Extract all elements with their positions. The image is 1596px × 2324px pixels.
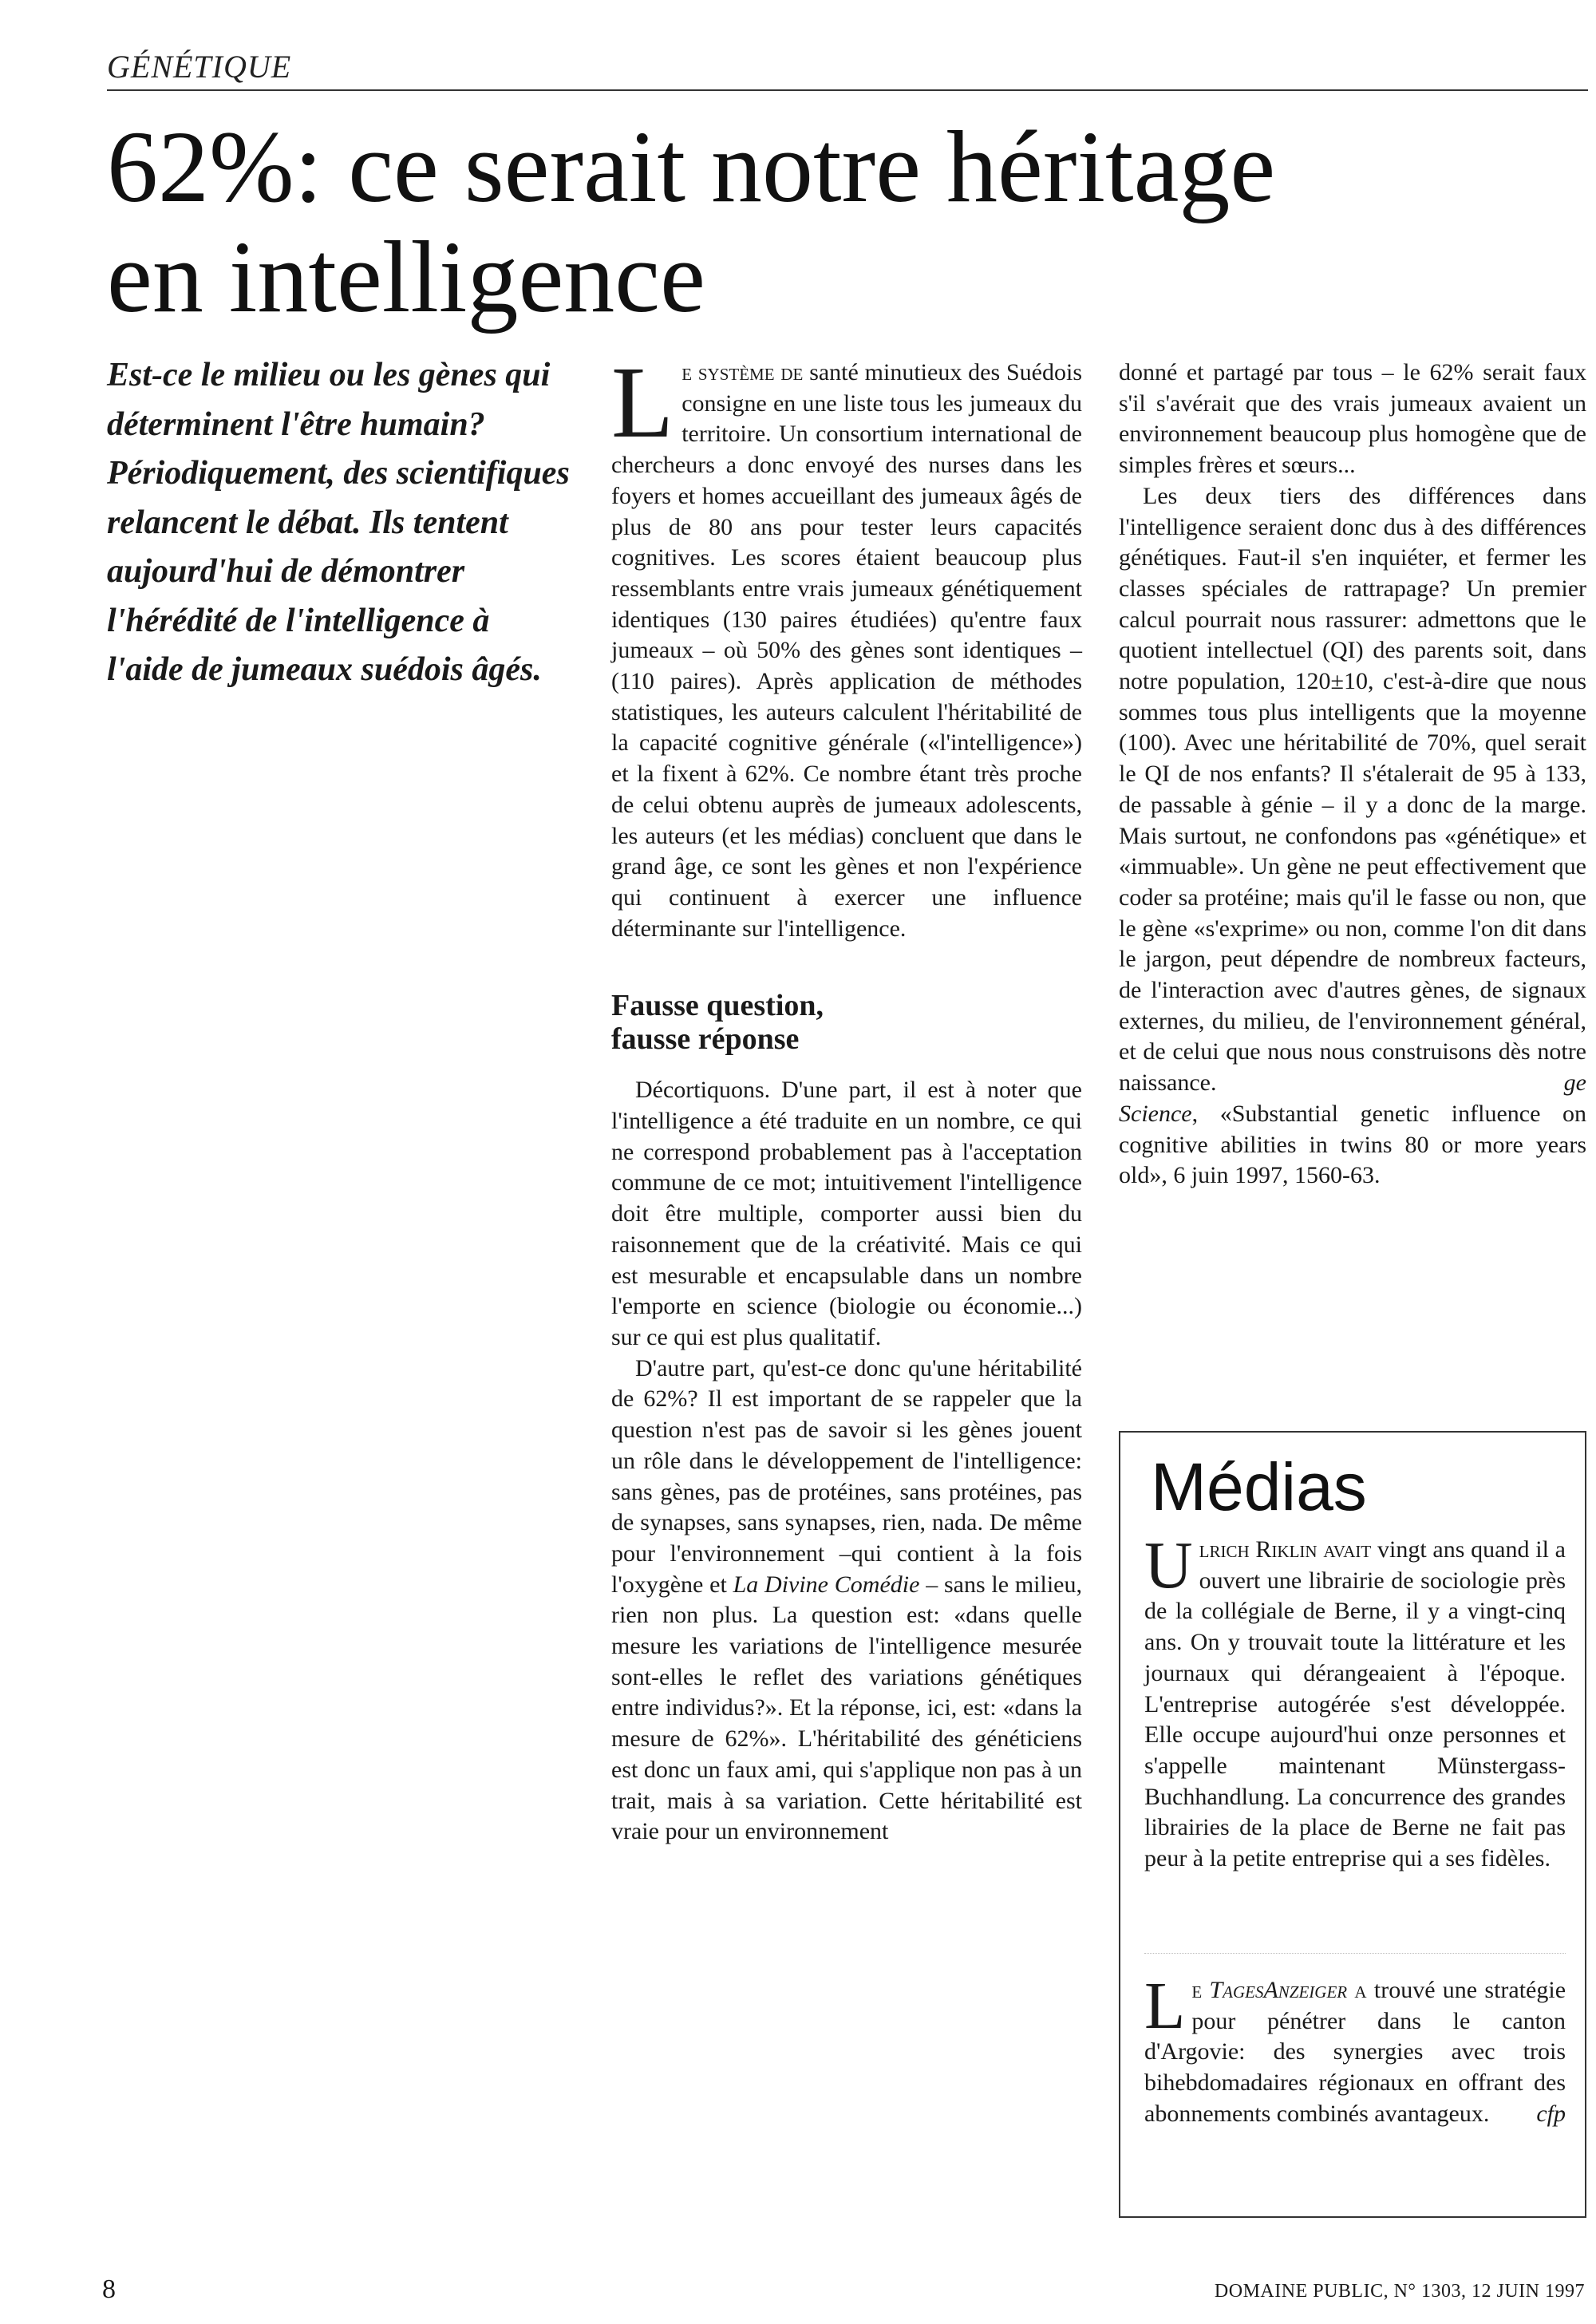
- medias-item-2-smallcaps-post: a: [1354, 1977, 1367, 2003]
- article-paragraph-5: [1119, 481, 1586, 1099]
- article-headline: [107, 112, 1583, 332]
- article-paragraph-4: donné et partagé par tous – le 62% serait faux s'il s'avérait que des vrais jumeaux avaient un environnement beaucoup plus homogène que de simples frères et sœurs...: [1119, 359, 1586, 479]
- page-number: 8: [102, 2275, 116, 2304]
- medias-item-1-dropcap: U: [1144, 1528, 1193, 1603]
- headline-line-1: 62%: ce serait notre héritage: [107, 110, 1276, 223]
- article-paragraph-3-text-b: – sans le milieu, rien non plus. La question est: «dans quelle mesure les variations de l'intelligence mesurée sont-elles le reflet des variations génétiques entre individus?». Et la réponse, ici, est: «dans la mesure de 62%». L'héritabilité des généticiens est donc un faux ami, qui s'applique non pas à un trait, mais à sa variation. Cette héritabilité est vraie pour un environnement: [611, 1571, 1082, 1845]
- subheading-line-1: Fausse question,: [611, 989, 824, 1023]
- medias-separator: [1144, 1953, 1566, 1954]
- source-journal: Science: [1119, 1100, 1192, 1127]
- article-opening-smallcaps: e système de: [681, 359, 804, 385]
- medias-box: [1119, 1431, 1586, 2218]
- article-dropcap: L: [611, 346, 674, 459]
- medias-item-2-text: trouvé une stratégie pour pénétrer dans le canton d'Argovie: des synergies avec trois bihebdomadaires régionaux en offrant des abonnements combinés avantageux.: [1144, 1977, 1566, 2127]
- subheading-line-2: fausse réponse: [611, 1022, 800, 1057]
- medias-item-2-smallcaps-pre: e: [1191, 1977, 1203, 2003]
- article-paragraph-1: [611, 346, 1082, 944]
- article-column-right: [1119, 358, 1586, 1192]
- medias-title: Médias: [1151, 1449, 1367, 1524]
- article-paragraph-2: Décortiquons. D'une part, il est à noter que l'intelligence a été traduite en un nombre, ce qui ne correspond probablement pas à l'acceptation commune de ce mot; intuitivement l'intelligence doit être multiple, comporter aussi bien du raisonnement que de la créativité. Mais ce qui est mesurable et encapsulable dans un nombre l'emporte en science (biologie ou économie...) sur ce qui est plus qualitatif.: [611, 1077, 1082, 1350]
- medias-item-1-smallcaps: lrich Riklin avait: [1199, 1536, 1372, 1563]
- medias-item-2-signature: cfp: [1536, 2100, 1566, 2127]
- rubric-rule: [107, 89, 1588, 91]
- medias-item-2-dropcap: L: [1144, 1969, 1186, 2043]
- medias-item-2-newspaper: TagesAnzeiger: [1209, 1977, 1348, 2003]
- divine-comedie-title: La Divine Comédie: [733, 1571, 920, 1598]
- medias-item-2: [1144, 1969, 1566, 2130]
- article-signature: ge: [1563, 1069, 1586, 1097]
- section-rubric: GÉNÉTIQUE: [107, 49, 292, 85]
- article-paragraph-1-text: santé minutieux des Suédois consigne en une liste tous les jumeaux du territoire. Un consortium international de chercheurs a donc envoyé des nurses dans les foyers et homes accueillant des jumeaux âgés de plus de 80 ans pour tester leurs capacités cognitives. Les scores étaient beaucoup plus ressemblants entre vrais jumeaux génétiquement identiques (130 paires étudiées) qu'entre faux jumeaux – où 50% des gènes sont identiques – (110 paires). Après application de méthodes statistiques, les auteurs calculent l'héritabilité de la capacité cognitive générale («l'intelligence») et la fixent à 62%. Ce nombre étant très proche de celui obtenu auprès de jumeaux adolescents, les auteurs (et les médias) concluent que dans le grand âge, ce sont les gènes et non l'expérience qui continuent à exercer une influence déterminante sur l'intelligence.: [611, 359, 1082, 942]
- article-source: [1119, 1099, 1586, 1192]
- medias-item-1-text: vingt ans quand il a ouvert une librairie de sociologie près de la collégiale de Berne, il y a vingt-cinq ans. On y trouvait toute la littérature et les journaux qui dérangeaient à l'époque. L'entreprise autogérée s'est développée. Elle occupe aujourd'hui onze personnes et s'appelle maintenant Münstergass-Buchhandlung. La concurrence des grandes librairies de la place de Berne ne fait pas peur à la petite entreprise qui a ses fidèles.: [1144, 1536, 1566, 1872]
- article-lead: Est-ce le milieu ou les gènes qui déterminent l'être humain? Périodiquement, des scientifiques relancent le débat. Ils tentent aujourd'hui de démontrer l'hérédité de l'intelligence à l'aide de jumeaux suédois âgés.: [107, 357, 570, 688]
- headline-line-2: en intelligence: [107, 220, 705, 334]
- article-paragraph-3-text-a: D'autre part, qu'est-ce donc qu'une héritabilité de 62%? Il est important de se rappeler que la question n'est pas de savoir si les gènes jouent un rôle dans le développement de l'intelligence: sans gènes, pas de protéines, sans protéines, pas de synapses, sans synapses, rien, nada. De même pour l'environnement –qui contient à la fois l'oxygène et: [611, 1354, 1082, 1598]
- medias-item-1: [1144, 1528, 1566, 1875]
- article-column-middle: [611, 346, 1082, 1848]
- article-paragraph-5-text: Les deux tiers des différences dans l'intelligence seraient donc dus à des différences génétiques. Faut-il s'en inquiéter, et fermer les classes spéciales de rattrapage? Un premier calcul pourrait nous rassurer: admettons que le quotient intellectuel (QI) des parents soit, dans notre population, 120±10, c'est-à-dire que nous sommes tous plus intelligents que la moyenne (100). Avec une héritabilité de 70%, quel serait le QI de nos enfants? Il s'étalerait de 95 à 133, de passable à génie – il y a donc de la marge. Mais surtout, ne confondons pas «génétique» et «immuable». Un gène ne peut effectivement que coder sa protéine; mais qu'il le fasse ou non, que le gène «s'exprime» ou non, comme l'on dit dans le jargon, peut dépendre de nombreux facteurs, de l'interaction avec d'autres gènes, de signaux externes, du milieu, de l'environnement général, et de celui que nous nous construisons dès notre naissance.: [1119, 482, 1586, 1097]
- source-reference: , «Substantial genetic influence on cognitive abilities in twins 80 or more years old», 6 juin 1997, 1560-63.: [1119, 1100, 1586, 1189]
- article-subheading: [611, 989, 1082, 1056]
- publication-footer: DOMAINE PUBLIC, N° 1303, 12 JUIN 1997: [1214, 2281, 1585, 2302]
- article-paragraph-3: [611, 1354, 1082, 1848]
